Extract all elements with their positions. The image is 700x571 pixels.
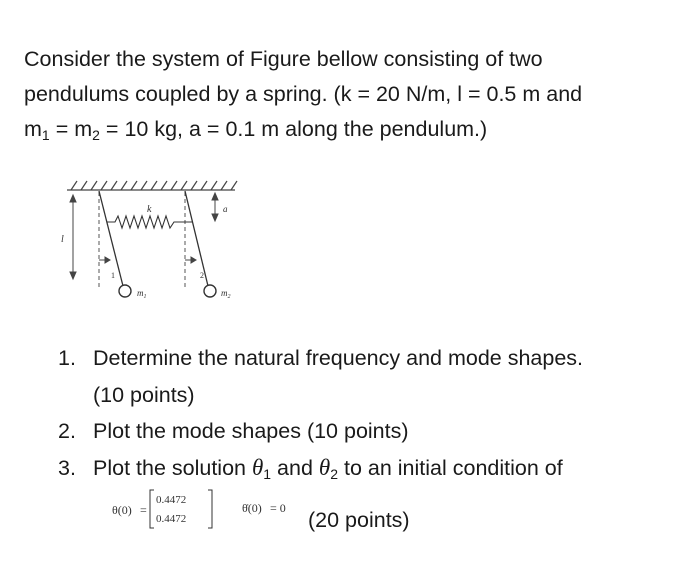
theta0-label: θ(0) (112, 503, 132, 517)
m-subscript-2: 2 (92, 127, 100, 143)
question-3-text-b: and (271, 455, 319, 480)
vector-entry-2: 0.4472 (156, 513, 187, 525)
question-3-text-a: Plot the solution (93, 455, 252, 480)
intro-line-3 (24, 112, 684, 147)
pendulum-rod-2 (185, 191, 208, 286)
question-list (58, 340, 678, 486)
question-3-text-c: to an initial condition of (338, 455, 563, 480)
question-1-continuation: (10 points) (93, 382, 195, 407)
mass-1-label: $m_1$ (137, 288, 147, 300)
angle-arrow-2 (185, 257, 196, 263)
thetadot0-value: = 0 (270, 501, 286, 515)
length-dimension (70, 195, 76, 279)
theta-1-subscript: 1 (263, 465, 272, 482)
a-dimension (212, 193, 218, 221)
l-label: l (61, 234, 64, 245)
question-3-points: (20 points) (308, 508, 410, 532)
coupled-pendulum-figure (55, 178, 255, 303)
vector-entry-1: 0.4472 (156, 494, 187, 506)
equals-m: = m (49, 117, 93, 141)
angle-1-label: 1 (111, 271, 115, 280)
spring-k-label: k (147, 204, 152, 215)
spring (107, 216, 192, 228)
theta-1-symbol: θ (251, 454, 264, 480)
m-subscript-1: 1 (41, 127, 50, 143)
question-1 (58, 340, 678, 377)
intro-line-1: Consider the system of Figure bellow consisting of two (24, 47, 543, 71)
mass-2-label: $m_2$ (221, 288, 231, 300)
question-3-number: 3. (58, 455, 76, 480)
intro-line-2: pendulums coupled by a spring. (k = 20 N/m, l = 0.5 m and (24, 82, 583, 106)
mass-2 (204, 285, 216, 297)
ceiling-hatch (67, 181, 237, 190)
mass-1 (119, 285, 131, 297)
question-3-text (93, 450, 563, 487)
angle-2-label: 2 (200, 271, 204, 280)
a-label: a (223, 204, 228, 214)
question-1-number: 1. (58, 346, 76, 370)
theta-2-subscript: 2 (330, 465, 339, 482)
intro-line-3-rest: = 10 kg, a = 0.1 m along the pendulum.) (99, 117, 488, 141)
m-symbol: m (24, 117, 42, 141)
question-2 (58, 413, 678, 450)
problem-statement (24, 42, 684, 147)
question-2-number: 2. (58, 419, 76, 443)
question-1-text: Determine the natural frequency and mode shapes. (93, 346, 584, 370)
theta-2-symbol: θ (318, 454, 331, 480)
thetadot0-label: θ̇(0) (242, 501, 262, 515)
angle-arrow-1 (99, 257, 110, 263)
question-2-text: Plot the mode shapes (10 points) (93, 419, 409, 443)
theta0-equals: = (140, 503, 147, 517)
question-3 (58, 450, 678, 487)
